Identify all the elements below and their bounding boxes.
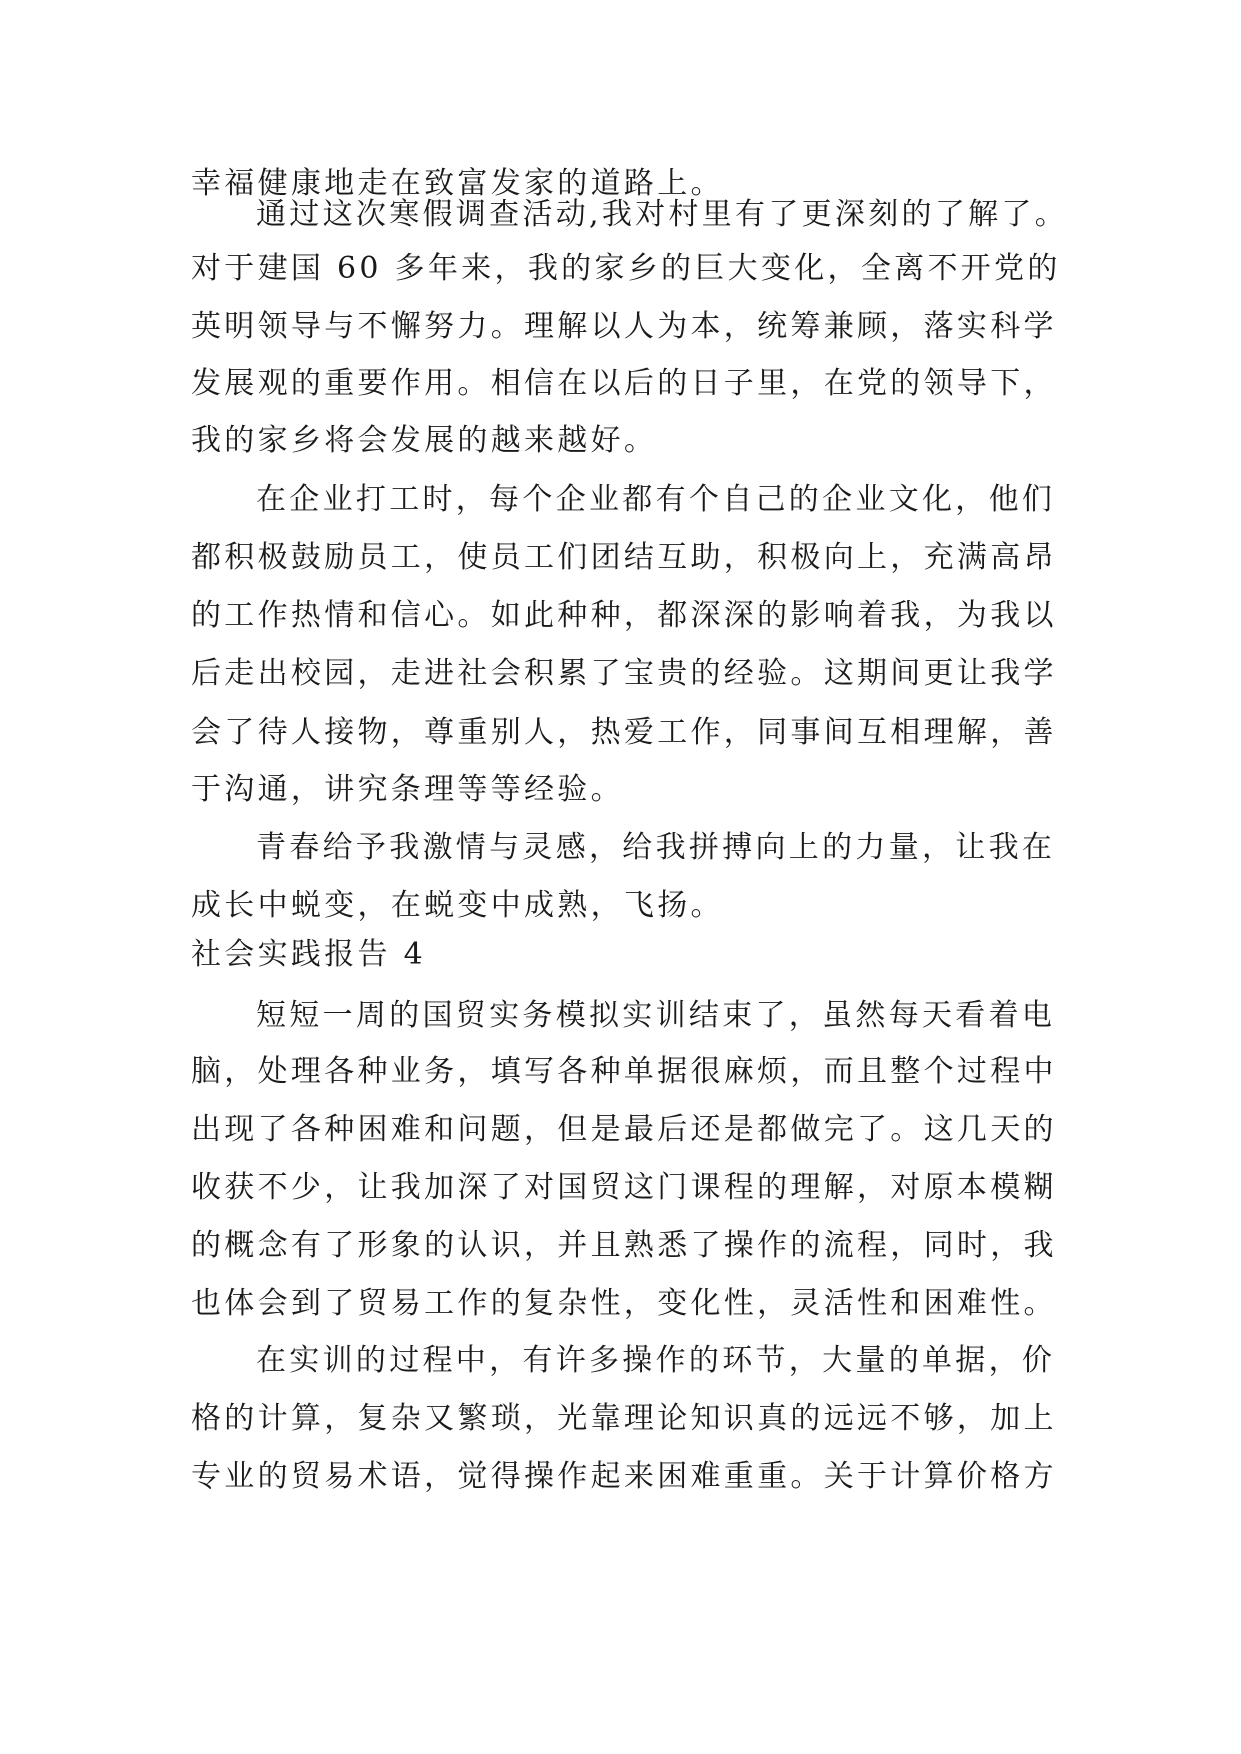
text-line: 也体会到了贸易工作的复杂性，变化性，灵活性和困难性。 <box>191 1286 1057 1321</box>
text-line: 对于建国 60 多年来，我的家乡的巨大变化，全离不开党的 <box>191 251 1061 286</box>
text-line: 于沟通，讲究条理等等经验。 <box>191 772 624 807</box>
text-line: 幸福健康地走在致富发家的道路上。 <box>191 166 724 201</box>
text-line: 格的计算，复杂又繁琐，光靠理论知识真的远远不够，加上 <box>191 1401 1057 1436</box>
text-line: 脑，处理各种业务，填写各种单据很麻烦，而且整个过程中 <box>191 1054 1057 1089</box>
text-line: 收获不少，让我加深了对国贸这门课程的理解，对原本模糊 <box>191 1170 1057 1205</box>
text-line: 后走出校园，走进社会积累了宝贵的经验。这期间更让我学 <box>191 656 1057 691</box>
text-line: 出现了各种困难和问题，但是最后还是都做完了。这几天的 <box>191 1112 1057 1147</box>
text-line: 的工作热情和信心。如此种种，都深深的影响着我，为我以 <box>191 598 1057 633</box>
text-line: 会了待人接物，尊重别人，热爱工作，同事间互相理解，善 <box>191 715 1057 750</box>
paragraph-start-line: 通过这次寒假调查活动,我对村里有了更深刻的了解了。 <box>256 197 1069 232</box>
text-line: 成长中蜕变，在蜕变中成熟，飞扬。 <box>191 888 724 923</box>
text-line: 专业的贸易术语，觉得操作起来困难重重。关于计算价格方 <box>191 1459 1057 1494</box>
text-line: 我的家乡将会发展的越来越好。 <box>191 423 658 458</box>
paragraph-start-line: 在实训的过程中，有许多操作的环节，大量的单据，价 <box>256 1343 1056 1378</box>
text-line: 英明领导与不懈努力。理解以人为本，统筹兼顾，落实科学 <box>191 309 1057 344</box>
text-line: 的概念有了形象的认识，并且熟悉了操作的流程，同时，我 <box>191 1228 1057 1263</box>
paragraph-start-line: 在企业打工时，每个企业都有个自己的企业文化，他们 <box>256 482 1056 517</box>
paragraph-start-line: 青春给予我激情与灵感，给我拼搏向上的力量，让我在 <box>256 830 1056 865</box>
paragraph-start-line: 短短一周的国贸实务模拟实训结束了，虽然每天看着电 <box>256 998 1056 1033</box>
section-heading: 社会实践报告 4 <box>191 937 427 972</box>
text-line: 发展观的重要作用。相信在以后的日子里，在党的领导下， <box>191 366 1057 401</box>
text-line: 都积极鼓励员工，使员工们团结互助，积极向上，充满高昂 <box>191 540 1057 575</box>
